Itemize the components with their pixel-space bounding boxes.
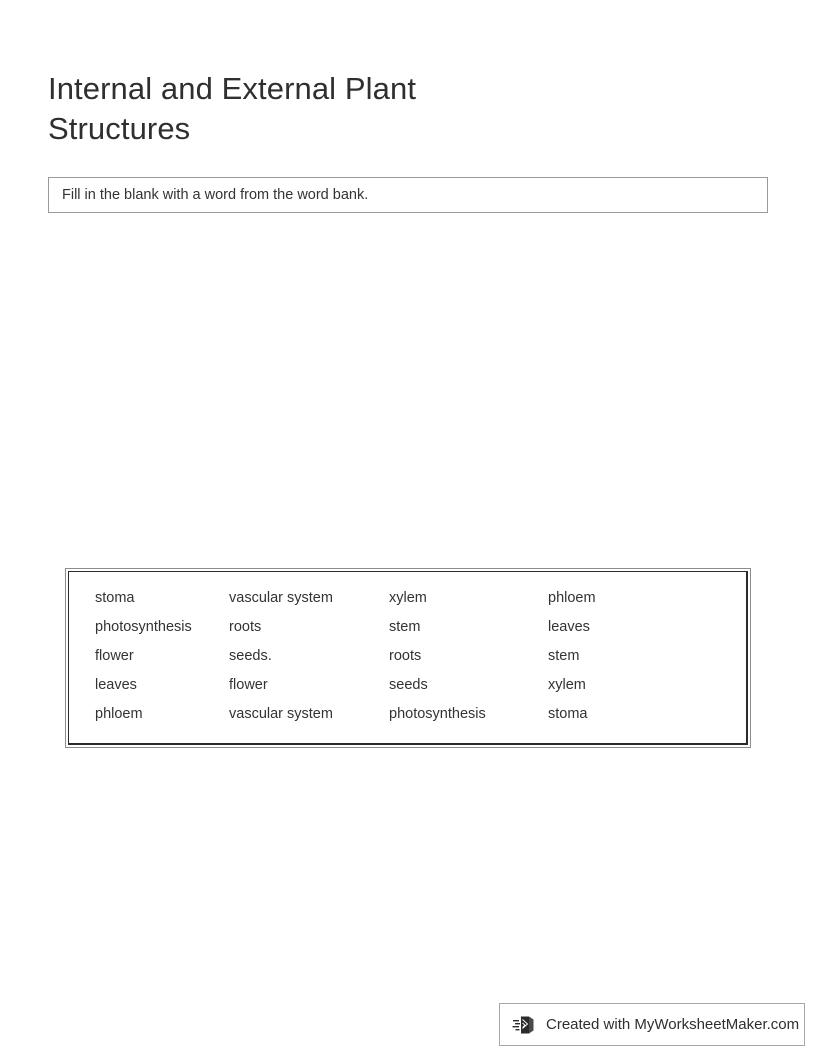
word-bank-word: phloem	[548, 590, 596, 607]
word-bank-word: seeds	[389, 677, 428, 694]
word-bank-row	[69, 642, 746, 671]
word-bank-word: stem	[548, 648, 580, 665]
word-bank-word: vascular system	[229, 590, 333, 607]
word-bank-row	[69, 671, 746, 700]
myworksheetmaker-logo-icon	[512, 1013, 536, 1037]
footer-attribution-badge	[499, 1003, 805, 1046]
instruction-text: Fill in the blank with a word from the word bank.	[62, 186, 369, 203]
word-bank-word: flower	[229, 677, 268, 694]
word-bank-word: photosynthesis	[95, 619, 192, 636]
instruction-box	[48, 177, 768, 213]
word-bank-word: xylem	[548, 677, 586, 694]
word-bank-word: stoma	[548, 706, 588, 723]
word-bank-word: stem	[389, 619, 421, 636]
word-bank-word: leaves	[548, 619, 590, 636]
word-bank-row	[69, 584, 746, 613]
word-bank-word: photosynthesis	[389, 706, 486, 723]
word-bank-inner	[68, 571, 748, 745]
word-bank-word: roots	[389, 648, 422, 665]
word-bank-word: seeds.	[229, 648, 272, 665]
word-bank-word: roots	[229, 619, 262, 636]
word-bank-row	[69, 613, 746, 642]
word-bank-row	[69, 700, 746, 729]
word-bank-word: leaves	[95, 677, 137, 694]
footer-attribution-text: Created with MyWorksheetMaker.com	[546, 1016, 800, 1033]
word-bank-word: vascular system	[229, 706, 333, 723]
word-bank-word: phloem	[95, 706, 143, 723]
page-title: Internal and External Plant Structures	[48, 70, 417, 146]
word-bank-word: flower	[95, 648, 134, 665]
word-bank-word: stoma	[95, 590, 135, 607]
word-bank	[65, 568, 751, 748]
word-bank-word: xylem	[389, 590, 427, 607]
